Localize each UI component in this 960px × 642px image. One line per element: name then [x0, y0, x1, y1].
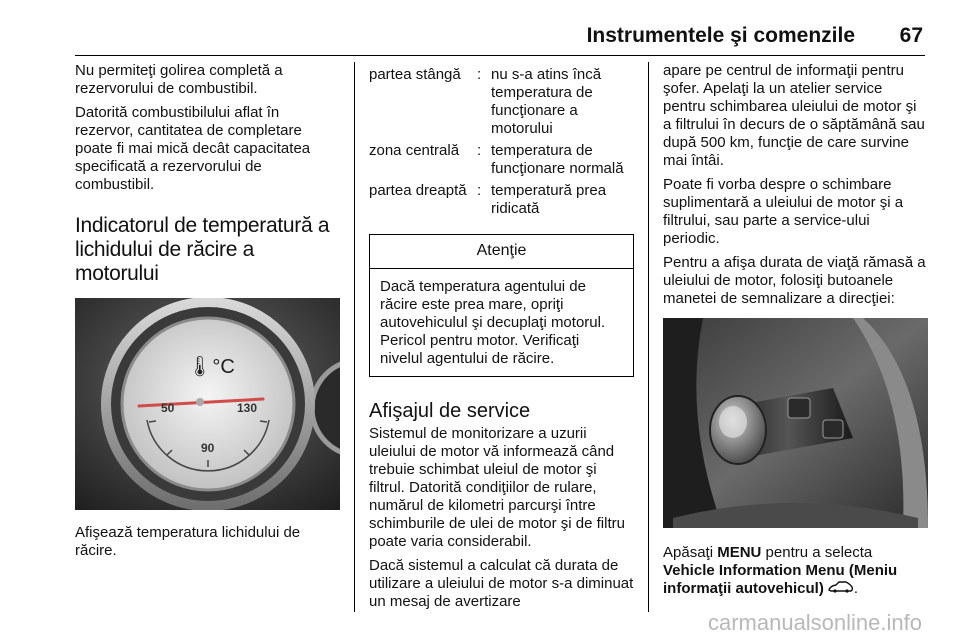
instruction-paragraph: [663, 544, 928, 598]
watermark: carmanualsonline.info: [707, 610, 922, 635]
page-number: 67: [899, 24, 923, 47]
column-right: [663, 62, 928, 604]
menu-button-label: MENU: [717, 544, 762, 561]
definition-table: [369, 66, 634, 222]
paragraph: Datorită combustibilului aflat în rezervor, cantitatea de completare poate fi mai mică decât capacitatea specificată a rezervorului de combustibil.: [75, 104, 311, 193]
definition-term: zona centrală: [369, 142, 460, 159]
definition-separator: :: [477, 66, 482, 83]
column-divider: [354, 62, 355, 612]
definition-value: nu s-a atins încă temperatura de funcţionare a motorului: [491, 66, 602, 137]
paragraph: Poate fi vorba despre o schimbare suplimentară a uleiului de motor şi a filtrului, sau parte a service-ului periodic.: [663, 176, 904, 247]
section-heading: Afişajul de service: [369, 400, 531, 422]
text-segment: Apăsaţi: [663, 544, 718, 561]
definition-value: temperatură prea ridicată: [491, 182, 607, 217]
gauge-unit: °C: [212, 356, 235, 378]
text-segment: .: [853, 580, 859, 597]
definition-separator: :: [477, 142, 482, 159]
caution-box: [369, 234, 634, 377]
definition-value: temperatura de funcţionare normală: [491, 142, 624, 177]
caution-text: Dacă temperatura agentului de răcire este prea mare, opriţi autovehiculul şi decuplaţi motorul. Pericol pentru motor. Verificaţi nivelul agentului de răcire.: [380, 278, 606, 367]
turn-signal-lever-photo: [663, 318, 928, 530]
page-section-title: Instrumentele şi comenzile: [586, 24, 855, 47]
car-icon: [828, 580, 854, 598]
paragraph: apare pe centrul de informaţii pentru şofer. Apelaţi la un atelier service pentru schimbarea uleiului de motor şi a filtrului în decurs de o săptămână sau după 500 km, funcţie de care survine mai întâi.: [663, 62, 925, 169]
column-divider: [648, 62, 649, 612]
paragraph: Sistemul de monitorizare a uzurii uleiului de motor vă informează când trebuie schimbat uleiul de motor şi filtrul. Datorită condiţiilor de rulare, numărul de kilometri parcurşi între schimburile de ulei de motor şi de filtru poate varia considerabil.: [369, 425, 625, 550]
definition-separator: :: [477, 182, 482, 199]
text-segment: pentru a selecta: [761, 544, 873, 561]
paragraph: Nu permiteţi golirea completă a rezervorului de combustibil.: [75, 62, 283, 97]
column-left: [75, 62, 340, 566]
table-row: [369, 66, 634, 142]
table-row: [369, 142, 634, 182]
gauge-label-mid: 90: [201, 441, 215, 455]
section-heading: Indicatorul de temperatură a lichidului de răcire a motorului: [75, 214, 330, 285]
menu-title-label: Vehicle Information Menu (Meniu informaţii autovehicul): [663, 562, 898, 597]
gauge-label-min: 50: [161, 401, 175, 415]
column-middle: [369, 62, 634, 617]
table-row: [369, 182, 634, 222]
coolant-gauge-photo: [75, 298, 340, 510]
paragraph: Pentru a afişa durata de viaţă rămasă a uleiului de motor, folosiţi butoanele manetei de semnalizare a direcţiei:: [663, 254, 926, 307]
figure-caption: Afişează temperatura lichidului de răcire.: [75, 524, 301, 559]
gauge-label-max: 130: [237, 401, 258, 415]
definition-term: partea stângă: [369, 66, 461, 83]
paragraph: Dacă sistemul a calculat că durata de utilizare a uleiului de motor s-a diminuat un mesaj de avertizare: [369, 557, 634, 610]
caution-title: Atenţie: [370, 235, 633, 269]
page-header: [75, 22, 925, 56]
definition-term: partea dreaptă: [369, 182, 467, 199]
thermometer-icon: 🌡°C: [187, 356, 235, 378]
